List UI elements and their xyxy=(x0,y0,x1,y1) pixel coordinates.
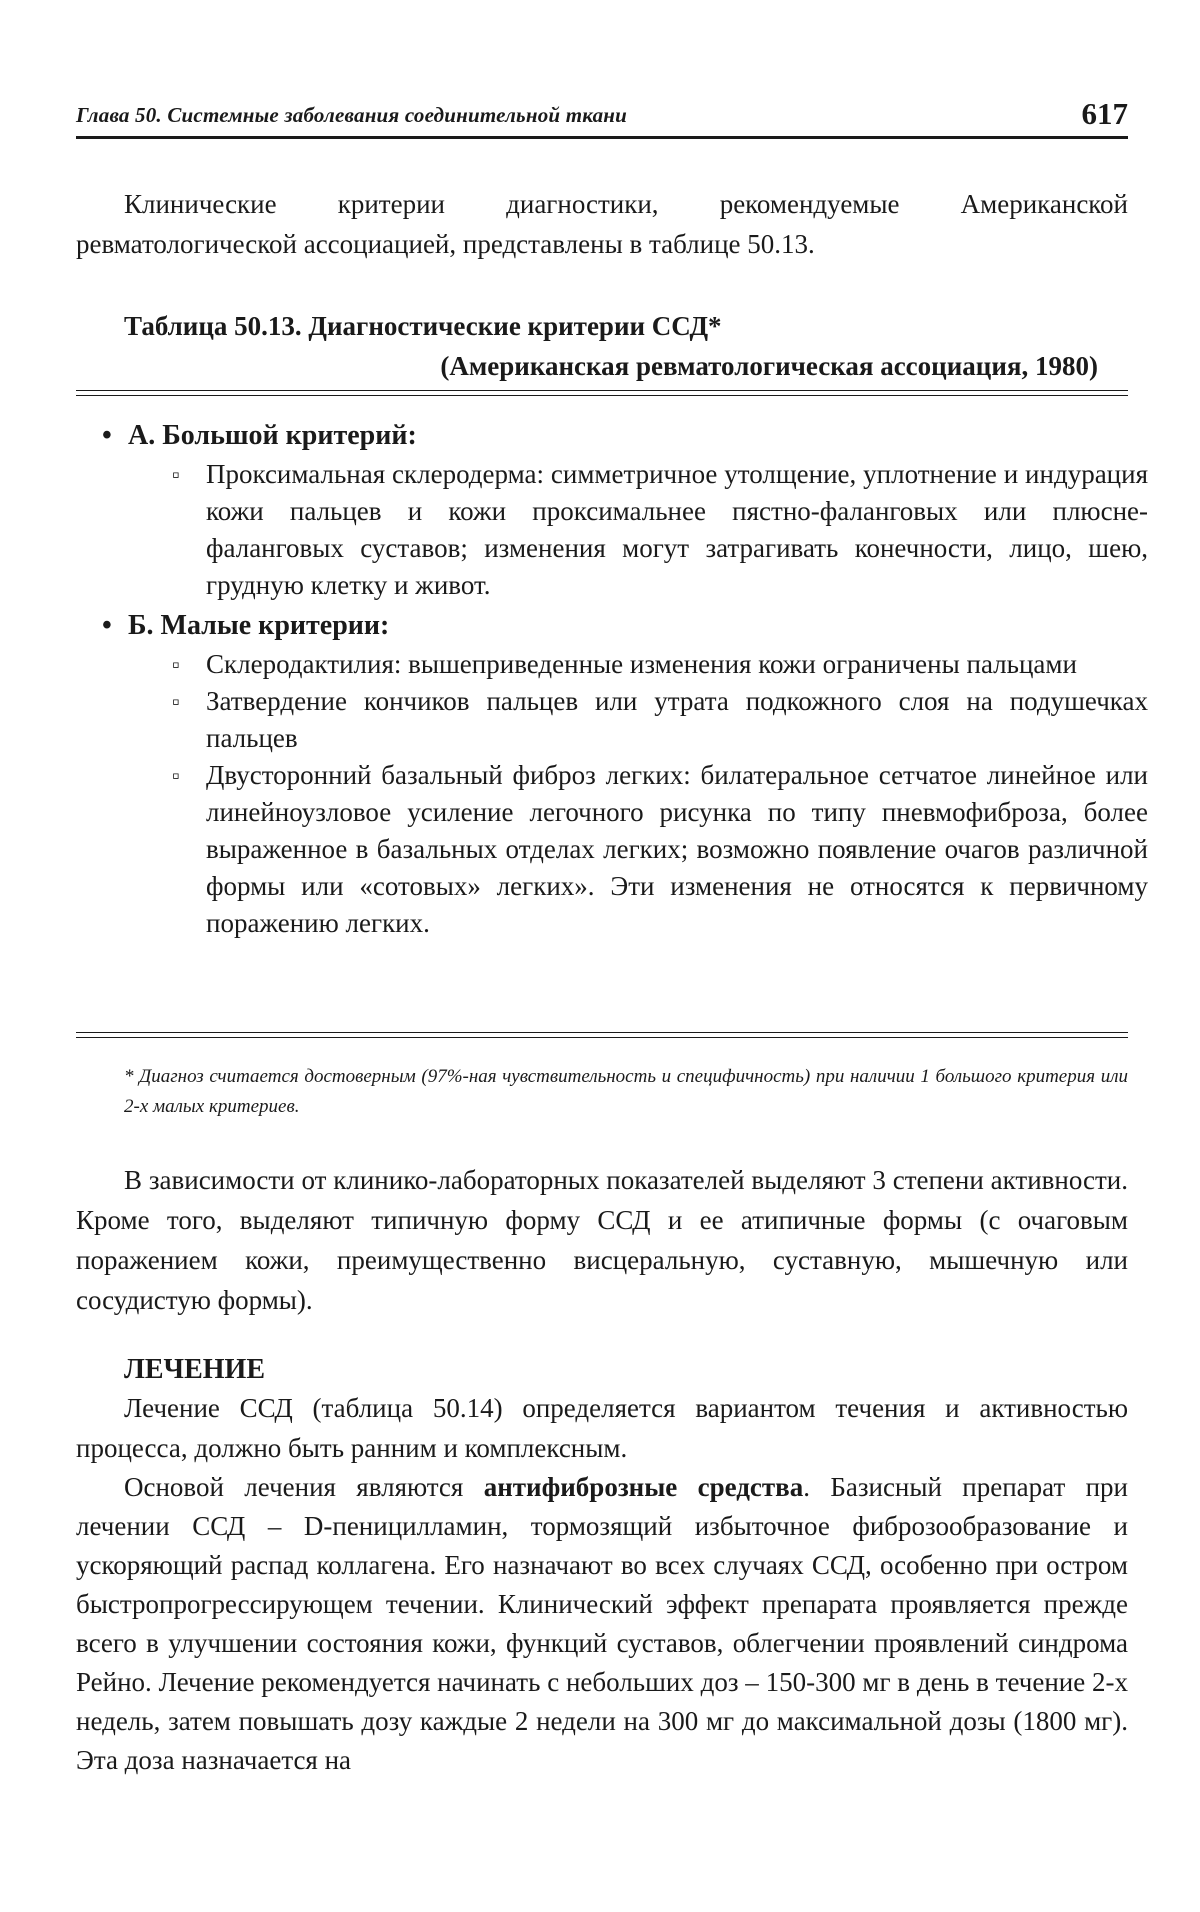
section-heading: ЛЕЧЕНИЕ xyxy=(124,1354,265,1385)
criteria-table-body xyxy=(76,414,1148,942)
table-top-rule xyxy=(76,390,1128,396)
running-title: Глава 50. Системные заболевания соединительной ткани xyxy=(76,103,628,127)
square-bullet-icon: ▫ xyxy=(172,763,180,788)
table-caption-line-1: Таблица 50.13. Диагностические критерии ССД* xyxy=(124,311,722,341)
criterion-text: Двусторонний базальный фиброз легких: билатеральное сетчатое линейное или линейноузловое усиление легочного рисунка по типу пневмофиброза, более выраженное в базальных отделах легких; возможно появление очагов различной формы или «сотовых» легких». Эти изменения не относятся к первичному поражению легких. xyxy=(206,760,1148,938)
table-caption xyxy=(124,306,1128,386)
group-heading-text: Б. Малые критерии: xyxy=(128,610,390,641)
criterion-text: Проксимальная склеродерма: симметричное утолщение, уплотнение и индурация кожи пальцев и кожи проксимальнее пястно-фаланговых или плюсне-фаланговых суставов; изменения могут затрагивать конечности, лицо, шею, грудную клетку и живот. xyxy=(206,459,1148,600)
page-number: 617 xyxy=(1081,96,1128,131)
major-criterion-heading xyxy=(76,416,1128,456)
criterion-item xyxy=(172,757,1148,942)
table-footnote: * Диагноз считается достоверным (97%-ная чувствительность и специфичность) при наличии 1 большого критерия или 2-х малых критериев. xyxy=(124,1066,1128,1117)
running-header xyxy=(76,92,1128,139)
treatment-paragraph-1: Лечение ССД (таблица 50.14) определяется вариантом течения и активностью процесса, должно быть ранним и комплексным. xyxy=(76,1393,1128,1463)
minor-criteria-heading xyxy=(76,606,1128,646)
paragraph-lead-text: Основой лечения являются xyxy=(124,1472,484,1502)
criterion-item xyxy=(172,646,1148,683)
criterion-item xyxy=(172,456,1148,604)
bullet-icon: • xyxy=(102,610,112,641)
table-caption-line-2: (Американская ревматологическая ассоциация, 1980) xyxy=(440,351,1098,381)
treatment-paragraph-2 xyxy=(76,1468,1128,1780)
square-bullet-icon: ▫ xyxy=(172,652,180,677)
criterion-item xyxy=(172,683,1148,757)
criterion-text: Затвердение кончиков пальцев или утрата подкожного слоя на подушечках пальцев xyxy=(206,686,1148,753)
table-bottom-rule xyxy=(76,1032,1128,1038)
activity-paragraph: В зависимости от клинико-лабораторных показателей выделяют 3 степени активности. Кроме того, выделяют типичную форму ССД и ее атипичные формы (с очаговым поражением кожи, преимущественно висцеральную, суставную, мышечную или сосудистую формы). xyxy=(76,1165,1128,1315)
criterion-text: Склеродактилия: вышеприведенные изменения кожи ограничены пальцами xyxy=(206,649,1077,679)
intro-paragraph: Клинические критерии диагностики, рекомендуемые Американской ревматологической ассоциацией, представлены в таблице 50.13. xyxy=(76,189,1128,259)
bullet-icon: • xyxy=(102,420,112,451)
paragraph-body-text: . Базисный препарат при лечении ССД – D-пеницилламин, тормозящий избыточное фиброзообразование и ускоряющий распад коллагена. Его назначают во всех случаях ССД, особенно при остром быстропрогрессирующем течении. Клинический эффект препарата проявляется прежде всего в улучшении состояния кожи, функций суставов, облегчении проявлений синдрома Рейно. Лечение рекомендуется начинать с небольших доз – 150-300 мг в день в течение 2-х недель, затем повышать дозу каждые 2 недели на 300 мг до максимальной дозы (1800 мг). Эта доза назначается на xyxy=(76,1472,1128,1775)
square-bullet-icon: ▫ xyxy=(172,462,180,487)
group-heading-text: А. Большой критерий: xyxy=(128,420,417,451)
square-bullet-icon: ▫ xyxy=(172,689,180,714)
bold-term: антифиброзные средства xyxy=(483,1472,804,1502)
